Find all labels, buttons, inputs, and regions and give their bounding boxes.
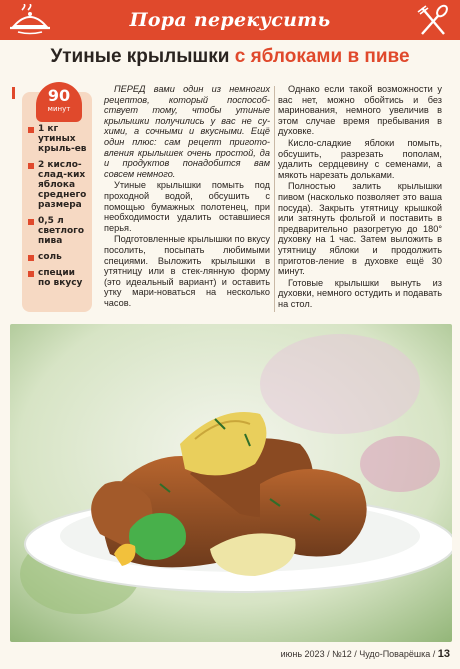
covered-dish-icon [8, 4, 52, 40]
recipe-title [0, 44, 460, 70]
ingredient-text: 0,5 л светлого пива [38, 216, 85, 246]
section-header [0, 0, 460, 40]
bullet-square-icon [28, 271, 34, 277]
bullet-square-icon [28, 219, 34, 225]
recipe-title-main: Утиные крылышки [50, 46, 230, 67]
recipe-title-accent: с яблоками в пиве [234, 46, 410, 67]
time-value: 90 [47, 86, 71, 105]
ingredient-item [28, 124, 88, 154]
recipe-step: Однако если такой возможности у вас нет, можно обойтись и без маринования, немного увеличив в этом случае время пребывания в духовке. [278, 84, 442, 137]
recipe-intro: ПЕРЕД вами один из немногих рецептов, который поспособ-ствует тому, чтобы утиные крылышки получились у вас не су-хими, а сочными и вкусными. Ещё один плюс: сам рецепт пригото-вления крылышек очень простой, да и продуктов понадобится вам совсем немного. [104, 84, 270, 179]
bullet-square-icon [28, 255, 34, 261]
recipe-step: Готовые крылышки вынуть из духовки, немного остудить и подавать на стол. [278, 277, 442, 309]
ingredients-list [28, 124, 88, 288]
utensils-mark [12, 84, 15, 96]
ingredient-text: 1 кг утиных крыль-ев [38, 124, 87, 154]
ingredient-text: специи по вкусу [38, 268, 83, 288]
ingredients-panel [22, 86, 92, 312]
issue-info: июнь 2023 / №12 / Чудо-Поварёшка / [280, 649, 436, 659]
ingredient-item [28, 252, 88, 262]
section-title: Пора перекусить [129, 9, 331, 31]
recipe-step: Полностью залить крылышки пивом (насколько позволяет это ваша посуда). Закрыть утятницу крышкой или затянуть фольгой и поставить в предварительно разогретую до 180° духовку на 1 час. Затем выложить в утятницу яблоки и продолжить приготов-ление в духовке ещё 30 минут. [278, 181, 442, 277]
fork-spoon-icon [416, 4, 450, 40]
page-footer [281, 648, 450, 660]
ingredient-item [28, 216, 88, 246]
ingredient-text: 2 кисло-слад-ких яблока среднего размера [38, 160, 87, 210]
recipe-step: Кисло-сладкие яблоки помыть, обсушить, разрезать пополам, удалить сердцевину с семенами, а мякоть нарезать дольками. [278, 137, 442, 180]
recipe-column-1 [104, 84, 270, 309]
recipe-step: Утиные крылышки помыть под проходной водой, обсушить с помощью бумажных полотенец, при необходимости удалить оставшиеся перья. [104, 180, 270, 233]
dish-photo [10, 324, 452, 642]
column-divider [274, 86, 275, 312]
recipe-step: Подготовленные крылышки по вкусу посолить, посыпать любимыми специями. Выложить крылышки в утятницу или в стек-лянную форму (это идеальный вариант) и оставить утку мари-новаться на несколько часов. [104, 234, 270, 308]
bullet-square-icon [28, 163, 34, 169]
page-number: 13 [437, 648, 450, 660]
ingredient-text: соль [38, 252, 62, 262]
ingredient-item [28, 160, 88, 210]
time-badge [36, 82, 82, 122]
ingredient-item [28, 268, 88, 288]
recipe-column-2 [278, 84, 442, 310]
time-unit: минут [47, 105, 71, 113]
bullet-square-icon [28, 127, 34, 133]
